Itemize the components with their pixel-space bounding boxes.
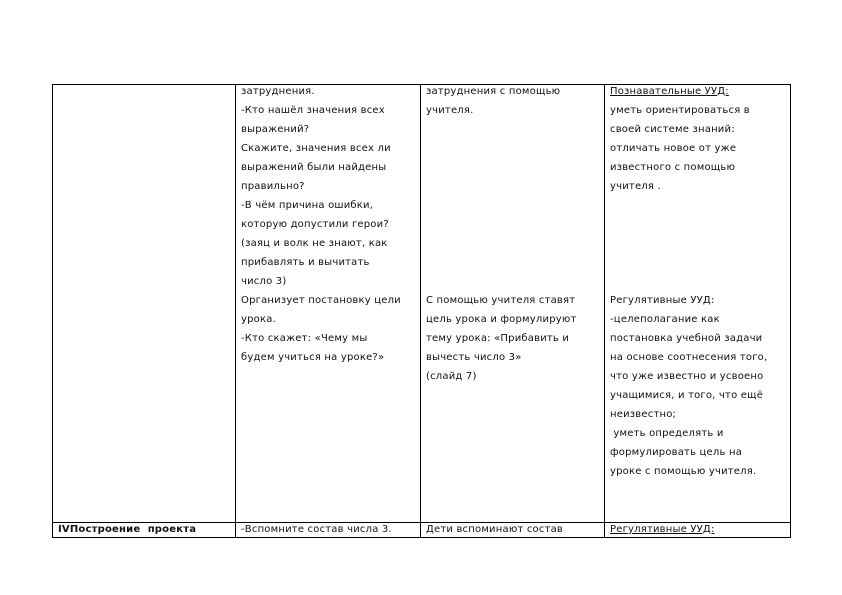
text-line: (слайд 7)	[426, 371, 477, 382]
text-line: учителя .	[610, 181, 661, 192]
row2-stage-title: IVПостроение проекта	[58, 524, 197, 535]
text-line: выражений?	[241, 124, 310, 135]
text-line: затруднения с помощью	[426, 86, 561, 97]
text-line: уметь определять и	[610, 428, 724, 439]
row2-uud-heading: Регулятивные УУД:	[610, 524, 715, 535]
text-line: вычесть число 3»	[426, 352, 522, 363]
text-line: число 3)	[241, 276, 287, 287]
text-line: прибавлять и вычитать	[241, 257, 370, 268]
column-divider-3	[604, 84, 605, 538]
text-line: на основе соотнесения того,	[610, 352, 768, 363]
text-line: уметь ориентироваться в	[610, 105, 750, 116]
text-line: -целеполагание как	[610, 314, 720, 325]
text-line: неизвестно;	[610, 409, 677, 420]
text-line: затруднения.	[241, 86, 315, 97]
row1-student-activity-top	[426, 82, 560, 120]
text-line: правильно?	[241, 181, 305, 192]
text-line: (заяц и волк не знают, как	[241, 238, 388, 249]
text-line: учителя.	[426, 105, 474, 116]
text-line: отличать новое от уже	[610, 143, 737, 154]
lesson-table	[52, 84, 791, 538]
uud-heading: Познавательные УУД:	[610, 86, 729, 97]
column-divider-2	[420, 84, 421, 538]
text-line: выражений были найдены	[241, 162, 387, 173]
text-line: будем учиться на уроке?»	[241, 352, 385, 363]
table-border-right	[790, 84, 791, 538]
text-line: -Кто скажет: «Чему мы	[241, 333, 368, 344]
row1-teacher-activity	[241, 82, 401, 367]
row2-student-activity: Дети вспоминают состав	[426, 524, 564, 535]
text-line: известного с помощью	[610, 162, 736, 173]
text-line: учащимися, и того, что ещё	[610, 390, 764, 401]
text-line: Организует постановку цели	[241, 295, 401, 306]
table-border-left	[52, 84, 53, 538]
text-line: урока.	[241, 314, 276, 325]
row1-uud-cognitive	[610, 82, 750, 196]
row1-student-activity-bottom	[426, 291, 577, 386]
text-line: которую допустили герои?	[241, 219, 389, 230]
text-line: формулировать цель на	[610, 447, 743, 458]
text-line: что уже известно и усвоено	[610, 371, 764, 382]
text-line: С помощью учителя ставят	[426, 295, 576, 306]
column-divider-1	[235, 84, 236, 538]
row1-uud-regulatory	[610, 291, 767, 481]
text-line: своей системе знаний:	[610, 124, 735, 135]
row2-teacher-activity: -Вспомните состав числа 3.	[241, 524, 392, 535]
text-line: Скажите, значения всех ли	[241, 143, 391, 154]
text-line: цель урока и формулируют	[426, 314, 577, 325]
text-line: тему урока: «Прибавить и	[426, 333, 570, 344]
text-line: -Кто нашёл значения всех	[241, 105, 385, 116]
text-line: постановка учебной задачи	[610, 333, 763, 344]
text-line: -В чём причина ошибки,	[241, 200, 374, 211]
uud-heading: Регулятивные УУД:	[610, 295, 715, 306]
text-line: уроке с помощью учителя.	[610, 466, 757, 477]
